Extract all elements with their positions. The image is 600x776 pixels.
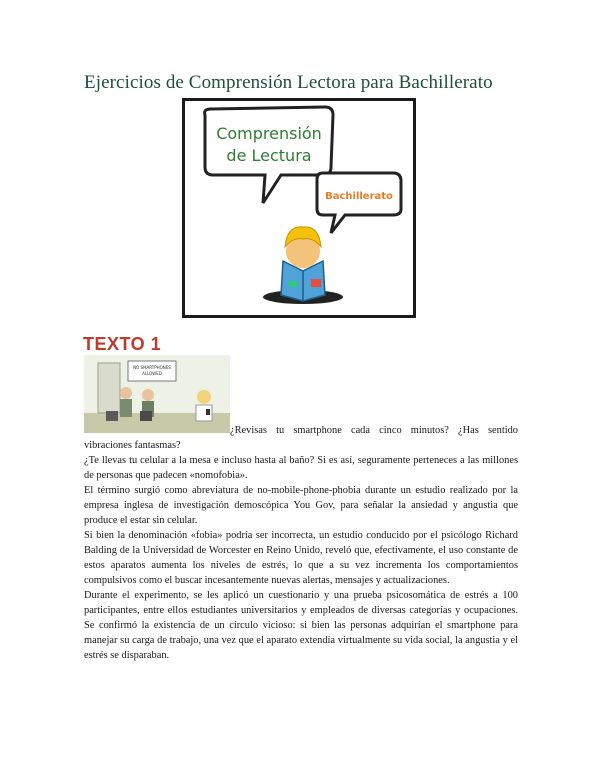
svg-text:NO SMARTPHONES: NO SMARTPHONES [133, 365, 171, 370]
cover-illustration [182, 98, 416, 318]
document-title: Ejercicios de Comprensión Lectora para Bachillerato [84, 72, 493, 93]
svg-text:ALLOWED: ALLOWED [142, 371, 162, 376]
paragraph-1: ¿Revisas tu smartphone cada cinco minutos? ¿Has sentido vibraciones fantasmas? [84, 425, 518, 451]
article-body [84, 423, 518, 663]
cover-svg [185, 101, 413, 315]
bubble-main-line2: de Lectura [226, 146, 312, 165]
cartoon-illustration [84, 355, 230, 433]
paragraph-4: Si bien la denominación «fobia» podría ser incorrecta, un estudio conducido por el psicólogo Richard Balding de la Universidad de Worcester en Reino Unido, reveló que, efectivamente, el uso constante de estos aparatos aumenta los niveles de estrés, lo que a su vez incrementa los comportamientos compulsivos como el buscar incesantemente nuevas alertas, mensajes y actualizaciones. [84, 530, 518, 586]
cartoon-svg [84, 355, 230, 433]
bubble-small-text: Bachillerato [325, 191, 393, 202]
paragraph-2: ¿Te llevas tu celular a la mesa e incluso hasta al baño? Si es así, seguramente perteneces a las millones de personas que padecen «nomofobia». [84, 455, 518, 481]
section-heading: TEXTO 1 [83, 334, 162, 354]
paragraph-5: Durante el experimento, se les aplicó un cuestionario y una prueba psicosomática de estrés a 100 participantes, entre ellos estudiantes universitarios y empleados de diversas categorías y ocupaciones. Se confirmó la existencia de un círculo vicioso: si bien las personas adquirían el smartphone para manejar su carga de trabajo, una vez que el aparato extendía virtualmente su vida social, la angustia y el estrés se disparaban. [84, 590, 518, 661]
paragraph-3: El término surgió como abreviatura de no-mobile-phone-phobia durante un estudio realizado por la empresa inglesa de investigación demoscópica You Gov, para señalar la ansiedad y angustia que produce el estar sin celular. [84, 485, 518, 526]
bubble-main-line1: Comprensión [216, 124, 322, 143]
